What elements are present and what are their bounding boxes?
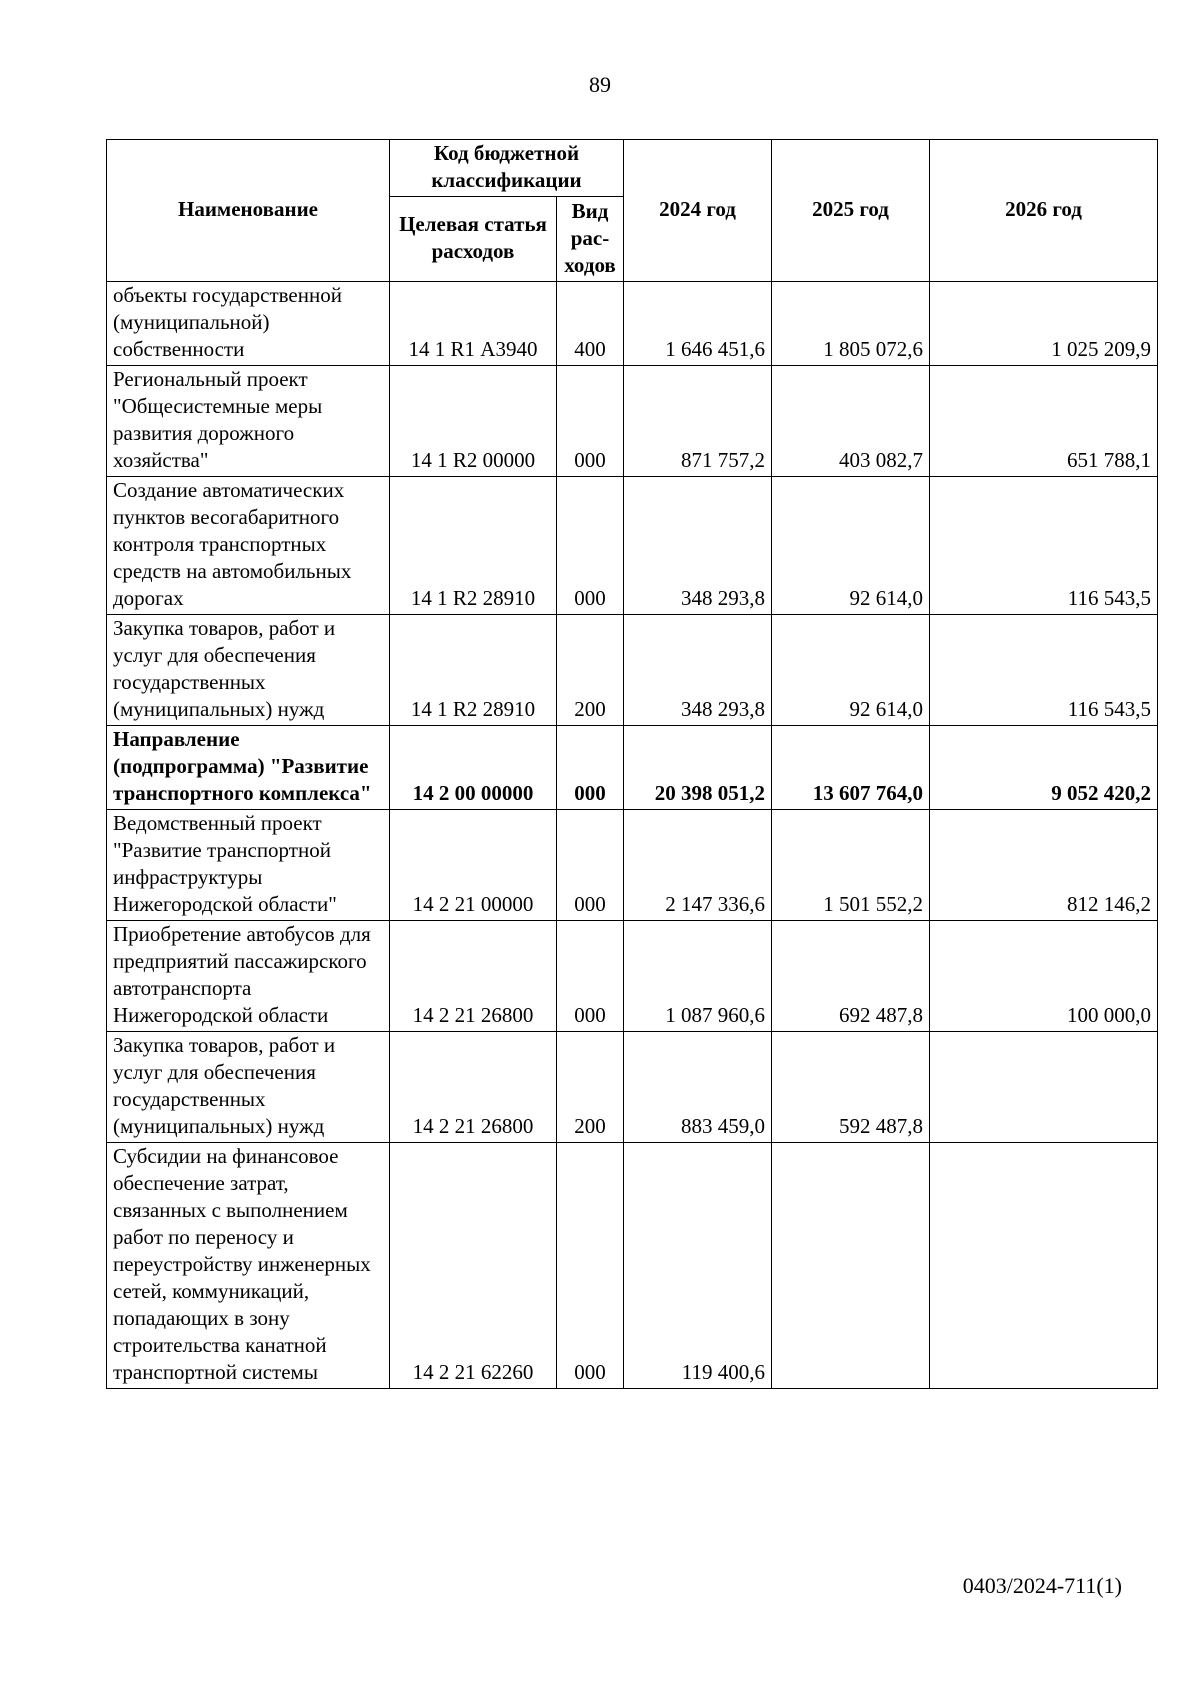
header-expense-type: Вид рас-ходов — [557, 197, 624, 282]
cell-2025 — [772, 1143, 930, 1389]
cell-target-article: 14 2 21 26800 — [390, 921, 557, 1032]
cell-name: Ведомственный проект "Развитие транспортной инфраструктуры Нижегородской области" — [107, 810, 390, 921]
cell-name: Региональный проект "Общесистемные меры развития дорожного хозяйства" — [107, 366, 390, 477]
cell-2025: 13 607 764,0 — [772, 726, 930, 810]
cell-target-article: 14 2 21 00000 — [390, 810, 557, 921]
table-row — [107, 726, 1158, 810]
page-number: 89 — [589, 72, 611, 97]
cell-2026: 9 052 420,2 — [930, 726, 1158, 810]
table-row — [107, 477, 1158, 615]
cell-name: Закупка товаров, работ и услуг для обеспечения государственных (муниципальных) нужд — [107, 1032, 390, 1143]
cell-2026: 1 025 209,9 — [930, 282, 1158, 366]
header-name: Наименование — [107, 140, 390, 282]
cell-2024: 871 757,2 — [624, 366, 772, 477]
cell-name: Направление (подпрограмма) "Развитие транспортного комплекса" — [107, 726, 390, 810]
cell-2024: 1 646 451,6 — [624, 282, 772, 366]
table-row — [107, 810, 1158, 921]
header-2024: 2024 год — [624, 140, 772, 282]
table-row — [107, 1143, 1158, 1389]
cell-expense-type: 000 — [557, 810, 624, 921]
table-row — [107, 282, 1158, 366]
cell-2025: 692 487,8 — [772, 921, 930, 1032]
cell-2024: 1 087 960,6 — [624, 921, 772, 1032]
header-2025: 2025 год — [772, 140, 930, 282]
cell-expense-type: 000 — [557, 726, 624, 810]
cell-2024: 348 293,8 — [624, 477, 772, 615]
cell-2025: 92 614,0 — [772, 477, 930, 615]
table-header — [107, 140, 1158, 282]
cell-2025: 1 805 072,6 — [772, 282, 930, 366]
cell-expense-type: 000 — [557, 921, 624, 1032]
cell-2024: 20 398 051,2 — [624, 726, 772, 810]
cell-target-article: 14 2 21 62260 — [390, 1143, 557, 1389]
cell-2026: 651 788,1 — [930, 366, 1158, 477]
cell-expense-type: 000 — [557, 1143, 624, 1389]
cell-name: Приобретение автобусов для предприятий пассажирского автотранспорта Нижегородской области — [107, 921, 390, 1032]
cell-target-article: 14 1 R1 А3940 — [390, 282, 557, 366]
cell-target-article: 14 1 R2 28910 — [390, 477, 557, 615]
cell-target-article: 14 2 21 26800 — [390, 1032, 557, 1143]
cell-name: Закупка товаров, работ и услуг для обеспечения государственных (муниципальных) нужд — [107, 615, 390, 726]
cell-name: Субсидии на финансовое обеспечение затрат, связанных с выполнением работ по переносу и переустройству инженерных сетей, коммуникаций, попадающих в зону строительства канатной транспортной системы — [107, 1143, 390, 1389]
cell-2025: 592 487,8 — [772, 1032, 930, 1143]
header-target-article: Целевая статья расходов — [390, 197, 557, 282]
cell-expense-type: 400 — [557, 282, 624, 366]
cell-expense-type: 000 — [557, 366, 624, 477]
table-row — [107, 615, 1158, 726]
cell-2026 — [930, 1032, 1158, 1143]
cell-2024: 883 459,0 — [624, 1032, 772, 1143]
table-row — [107, 921, 1158, 1032]
header-2026: 2026 год — [930, 140, 1158, 282]
cell-2026: 812 146,2 — [930, 810, 1158, 921]
cell-name: объекты государственной (муниципальной) собственности — [107, 282, 390, 366]
cell-2025: 1 501 552,2 — [772, 810, 930, 921]
table-row — [107, 366, 1158, 477]
cell-expense-type: 200 — [557, 615, 624, 726]
cell-target-article: 14 1 R2 00000 — [390, 366, 557, 477]
cell-2025: 403 082,7 — [772, 366, 930, 477]
cell-2026: 116 543,5 — [930, 615, 1158, 726]
cell-2025: 92 614,0 — [772, 615, 930, 726]
cell-2024: 348 293,8 — [624, 615, 772, 726]
cell-2024: 2 147 336,6 — [624, 810, 772, 921]
cell-2026: 116 543,5 — [930, 477, 1158, 615]
budget-table — [106, 139, 1158, 1389]
cell-target-article: 14 2 00 00000 — [390, 726, 557, 810]
cell-2026 — [930, 1143, 1158, 1389]
cell-expense-type: 000 — [557, 477, 624, 615]
table-body — [107, 282, 1158, 1389]
cell-2026: 100 000,0 — [930, 921, 1158, 1032]
header-code-group: Код бюджетной классификации — [390, 140, 624, 197]
cell-target-article: 14 1 R2 28910 — [390, 615, 557, 726]
document-id: 0403/2024-711(1) — [962, 1573, 1122, 1598]
table-row — [107, 1032, 1158, 1143]
cell-2024: 119 400,6 — [624, 1143, 772, 1389]
cell-expense-type: 200 — [557, 1032, 624, 1143]
cell-name: Создание автоматических пунктов весогабаритного контроля транспортных средств на автомобильных дорогах — [107, 477, 390, 615]
